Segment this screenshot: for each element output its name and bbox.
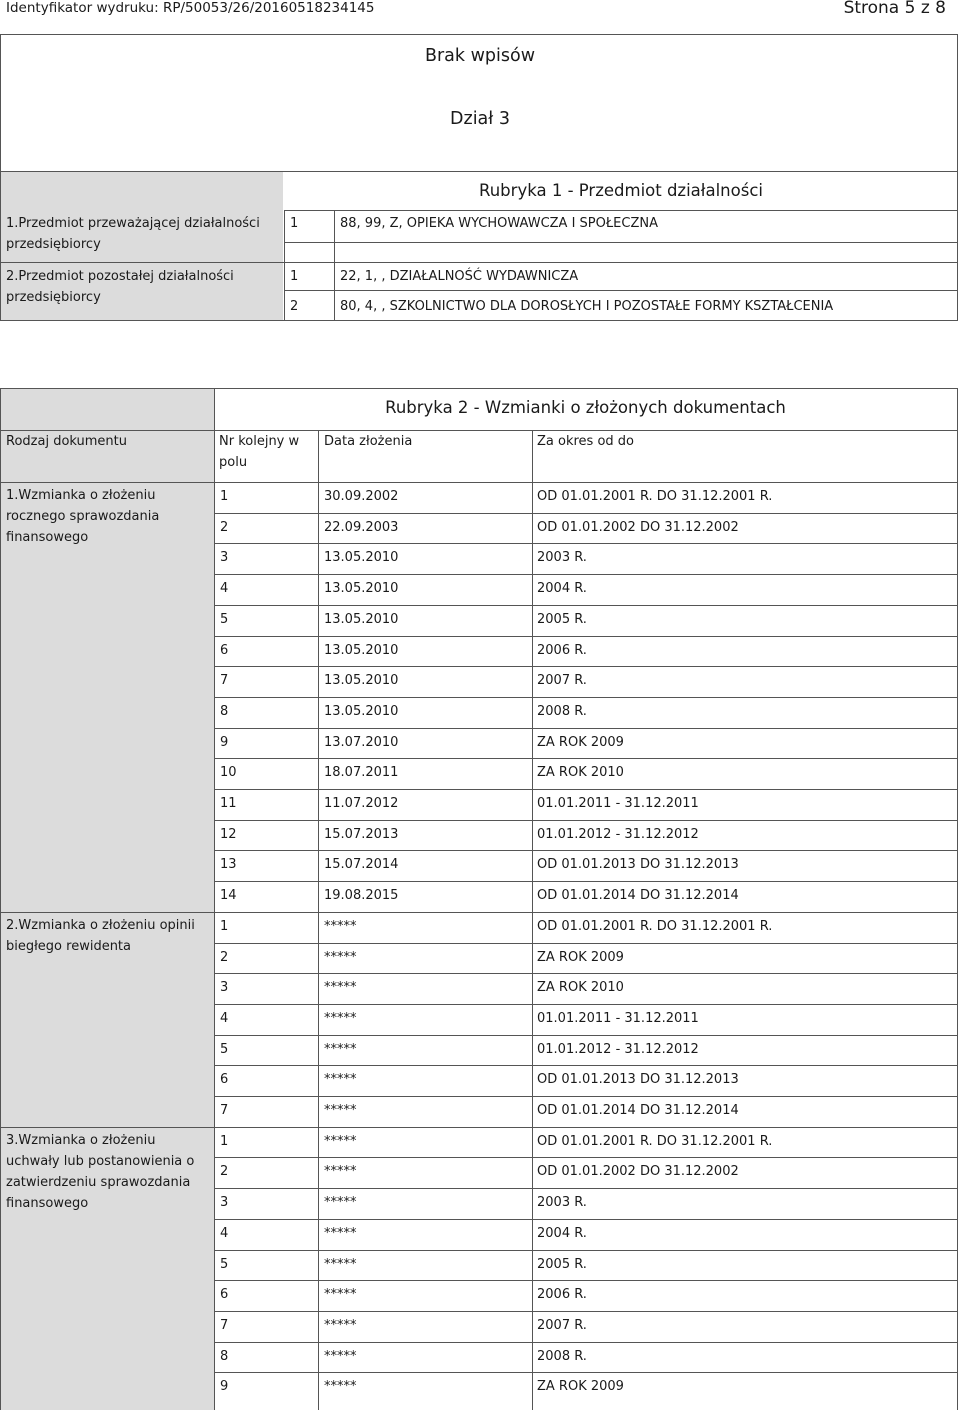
row-date: ***** — [324, 1257, 357, 1272]
row-period: 2003 R. — [537, 1195, 587, 1210]
row-nr: 2 — [220, 950, 229, 965]
row-date: ***** — [324, 1134, 357, 1149]
rubryka-2-border — [214, 666, 958, 667]
row-period: 2003 R. — [537, 550, 587, 565]
rubryka-2-border — [214, 850, 958, 851]
rubryka-2-border — [214, 1004, 958, 1005]
rubryka-2-border — [214, 1372, 958, 1373]
rubryka-1-row-nr: 2 — [290, 299, 299, 314]
row-period: 2008 R. — [537, 1349, 587, 1364]
rubryka-2-border — [214, 758, 958, 759]
rubryka-1-group-label: 2.Przedmiot pozostałej działalności przedsiębiorcy — [6, 269, 234, 305]
rubryka-2-border — [214, 728, 958, 729]
row-date: ***** — [324, 1042, 357, 1057]
rubryka-2-border — [214, 1250, 958, 1251]
rubryka-2-border — [214, 388, 215, 1410]
rubryka-1-row-value: 80, 4, , SZKOLNICTWO DLA DOROSŁYCH I POZOSTAŁE FORMY KSZTAŁCENIA — [340, 299, 834, 314]
row-nr: 8 — [220, 1349, 229, 1364]
row-date: 22.09.2003 — [324, 520, 399, 535]
row-period: 2004 R. — [537, 581, 587, 596]
row-nr: 6 — [220, 643, 229, 658]
row-period: 2005 R. — [537, 612, 587, 627]
rubryka-2-border — [0, 912, 958, 913]
row-date: 30.09.2002 — [324, 489, 399, 504]
row-nr: 5 — [220, 612, 229, 627]
rubryka-2-border — [214, 574, 958, 575]
rubryka-1-border — [284, 290, 958, 291]
rubryka-2-border — [0, 388, 958, 389]
row-period: ZA ROK 2009 — [537, 1379, 624, 1394]
row-date: 13.05.2010 — [324, 704, 399, 719]
row-period: 2007 R. — [537, 1318, 587, 1333]
row-nr: 10 — [220, 765, 237, 780]
row-nr: 5 — [220, 1042, 229, 1057]
column-header: Rodzaj dokumentu — [6, 434, 127, 449]
row-period: 01.01.2011 - 31.12.2011 — [537, 796, 699, 811]
rubryka-1-group-label: 1.Przedmiot przeważającej działalności przedsiębiorcy — [6, 216, 260, 252]
rubryka-2-border — [214, 1065, 958, 1066]
row-date: ***** — [324, 980, 357, 995]
rubryka-1-border — [284, 210, 958, 211]
column-header: Data złożenia — [324, 434, 413, 449]
row-period: ZA ROK 2009 — [537, 950, 624, 965]
row-nr: 1 — [220, 489, 229, 504]
row-date: ***** — [324, 1164, 357, 1179]
rubryka-1-border — [334, 210, 335, 320]
row-period: 2006 R. — [537, 1287, 587, 1302]
row-period: 2006 R. — [537, 643, 587, 658]
rubryka-2-border — [214, 697, 958, 698]
rubryka-2-border — [214, 1035, 958, 1036]
rubryka-2-border — [318, 430, 319, 1410]
rubryka-2-border — [214, 1096, 958, 1097]
rubryka-2-border — [214, 605, 958, 606]
row-period: 01.01.2011 - 31.12.2011 — [537, 1011, 699, 1026]
row-date: 15.07.2014 — [324, 857, 399, 872]
row-date: 13.05.2010 — [324, 643, 399, 658]
rubryka-1-border — [0, 171, 958, 172]
row-period: OD 01.01.2001 R. DO 31.12.2001 R. — [537, 489, 773, 504]
row-date: ***** — [324, 1103, 357, 1118]
row-period: OD 01.01.2002 DO 31.12.2002 — [537, 520, 739, 535]
print-identifier: Identyfikator wydruku: RP/50053/26/20160518234145 — [6, 0, 375, 16]
row-date: 15.07.2013 — [324, 827, 399, 842]
row-date: ***** — [324, 1318, 357, 1333]
row-nr: 9 — [220, 1379, 229, 1394]
row-nr: 5 — [220, 1257, 229, 1272]
row-nr: 2 — [220, 520, 229, 535]
rubryka-2-title: Rubryka 2 - Wzmianki o złożonych dokumentach — [385, 398, 786, 417]
rubryka-1-row-nr: 1 — [290, 216, 299, 231]
row-date: 13.07.2010 — [324, 735, 399, 750]
row-nr: 4 — [220, 581, 229, 596]
row-date: ***** — [324, 1226, 357, 1241]
row-period: 2008 R. — [537, 704, 587, 719]
row-period: OD 01.01.2014 DO 31.12.2014 — [537, 888, 739, 903]
row-period: 2004 R. — [537, 1226, 587, 1241]
row-date: ***** — [324, 919, 357, 934]
row-nr: 6 — [220, 1072, 229, 1087]
row-nr: 2 — [220, 1164, 229, 1179]
document-type-label: 3.Wzmianka o złożeniu uchwały lub postanowienia o zatwierdzeniu sprawozdania finansowego — [6, 1133, 195, 1211]
row-nr: 1 — [220, 1134, 229, 1149]
rubryka-1-border — [284, 210, 285, 320]
column-header: Nr kolejny w polu — [219, 434, 300, 470]
rubryka-1-border — [0, 262, 958, 263]
row-nr: 14 — [220, 888, 237, 903]
row-date: ***** — [324, 1011, 357, 1026]
row-nr: 4 — [220, 1011, 229, 1026]
rubryka-2-border — [0, 482, 958, 483]
rubryka-2-border — [214, 881, 958, 882]
row-nr: 7 — [220, 1318, 229, 1333]
rubryka-2-border — [214, 543, 958, 544]
rubryka-2-border — [214, 513, 958, 514]
rubryka-2-border — [214, 1342, 958, 1343]
row-nr: 3 — [220, 980, 229, 995]
row-date: 11.07.2012 — [324, 796, 399, 811]
row-period: OD 01.01.2014 DO 31.12.2014 — [537, 1103, 739, 1118]
row-nr: 13 — [220, 857, 237, 872]
row-nr: 9 — [220, 735, 229, 750]
row-period: 01.01.2012 - 31.12.2012 — [537, 827, 699, 842]
row-nr: 6 — [220, 1287, 229, 1302]
row-period: OD 01.01.2002 DO 31.12.2002 — [537, 1164, 739, 1179]
rubryka-2-border — [214, 1188, 958, 1189]
row-period: OD 01.01.2013 DO 31.12.2013 — [537, 857, 739, 872]
row-period: 01.01.2012 - 31.12.2012 — [537, 1042, 699, 1057]
row-date: 18.07.2011 — [324, 765, 399, 780]
rubryka-1-border — [0, 171, 1, 320]
rubryka-2-border — [532, 430, 533, 1410]
row-nr: 3 — [220, 1195, 229, 1210]
row-date: 13.05.2010 — [324, 673, 399, 688]
row-nr: 12 — [220, 827, 237, 842]
rubryka-2-border — [214, 973, 958, 974]
rubryka-2-border — [214, 636, 958, 637]
row-date: ***** — [324, 1379, 357, 1394]
row-nr: 11 — [220, 796, 237, 811]
rubryka-1-row-nr: 1 — [290, 269, 299, 284]
row-period: OD 01.01.2001 R. DO 31.12.2001 R. — [537, 919, 773, 934]
rubryka-2-border — [214, 1157, 958, 1158]
rubryka-2-border — [957, 388, 958, 1410]
rubryka-2-border — [214, 943, 958, 944]
row-nr: 1 — [220, 919, 229, 934]
document-type-label: 1.Wzmianka o złożeniu rocznego sprawozdania finansowego — [6, 488, 160, 545]
column-header: Za okres od do — [537, 434, 634, 449]
row-nr: 7 — [220, 673, 229, 688]
document-type-label: 2.Wzmianka o złożeniu opinii biegłego rewidenta — [6, 918, 195, 954]
row-date: ***** — [324, 1349, 357, 1364]
row-date: 13.05.2010 — [324, 612, 399, 627]
row-date: ***** — [324, 950, 357, 965]
row-period: 2005 R. — [537, 1257, 587, 1272]
rubryka-2-border — [214, 1219, 958, 1220]
rubryka-1-row-value: 88, 99, Z, OPIEKA WYCHOWAWCZA I SPOŁECZNA — [340, 216, 658, 231]
rubryka-2-border — [214, 1311, 958, 1312]
rubryka-1-border — [284, 242, 958, 243]
rubryka-1-row-value: 22, 1, , DZIAŁALNOŚĆ WYDAWNICZA — [340, 269, 579, 284]
rubryka-2-border — [214, 1280, 958, 1281]
row-period: OD 01.01.2013 DO 31.12.2013 — [537, 1072, 739, 1087]
row-period: 2007 R. — [537, 673, 587, 688]
row-date: 13.05.2010 — [324, 550, 399, 565]
rubryka-2-border — [0, 388, 1, 1410]
row-nr: 3 — [220, 550, 229, 565]
row-date: ***** — [324, 1195, 357, 1210]
row-period: ZA ROK 2010 — [537, 765, 624, 780]
rubryka-1-title: Rubryka 1 - Przedmiot działalności — [479, 181, 763, 200]
row-date: ***** — [324, 1072, 357, 1087]
row-date: 13.05.2010 — [324, 581, 399, 596]
page-number: Strona 5 z 8 — [843, 0, 946, 18]
section-title: Dział 3 — [450, 109, 510, 129]
rubryka-1-border — [0, 320, 958, 321]
row-nr: 7 — [220, 1103, 229, 1118]
row-period: ZA ROK 2009 — [537, 735, 624, 750]
row-nr: 8 — [220, 704, 229, 719]
no-entries-text: Brak wpisów — [424, 46, 536, 66]
row-period: ZA ROK 2010 — [537, 980, 624, 995]
row-period: OD 01.01.2001 R. DO 31.12.2001 R. — [537, 1134, 773, 1149]
rubryka-2-border — [0, 1127, 958, 1128]
row-nr: 4 — [220, 1226, 229, 1241]
rubryka-2-border — [214, 820, 958, 821]
row-date: ***** — [324, 1287, 357, 1302]
rubryka-2-border — [214, 789, 958, 790]
row-date: 19.08.2015 — [324, 888, 399, 903]
